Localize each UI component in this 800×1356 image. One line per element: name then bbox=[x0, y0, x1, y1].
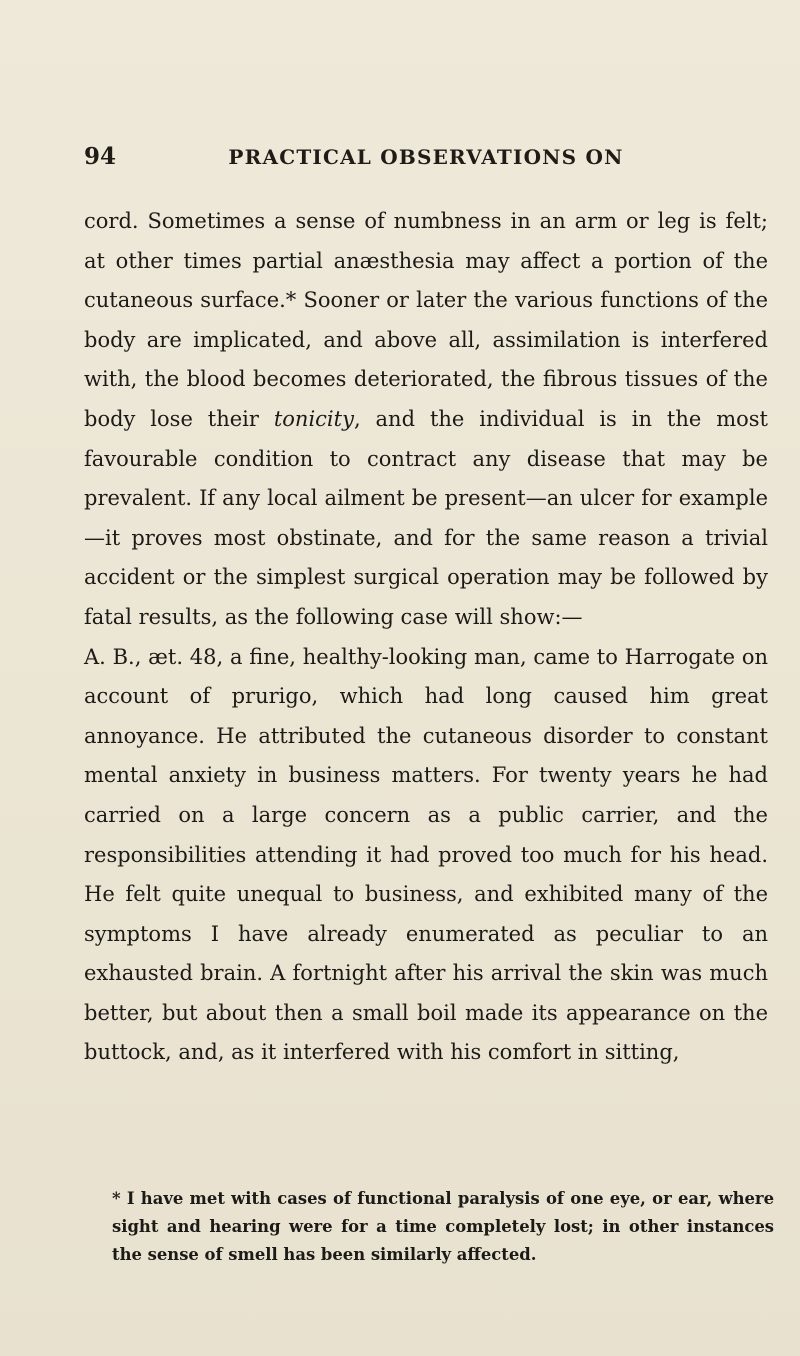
page-header bbox=[84, 143, 768, 175]
footnote-text: * I have met with cases of functional paralysis of one eye, or ear, where sight and hearing were for a time completely lost; in other instances the sense of smell has been similarly affected. bbox=[112, 1189, 774, 1264]
italic-word-tonicity: tonicity bbox=[273, 406, 354, 431]
paragraph-1-text-b: , and the individual is in the most favourable condition to contract any disease that may be prevalent. If any local ailment be present—an ulcer for example—it proves most obstinate, and for the same reason a trivial accident or the simplest surgical operation may be followed by fatal results, as the following case will show:— bbox=[84, 406, 768, 629]
paragraph-2: A. B., æt. 48, a fine, healthy-looking man, came to Harrogate on account of prurigo, which had long caused him great annoyance. He attributed the cutaneous disorder to constant mental anxiety in business matters. For twenty years he had carried on a large concern as a public carrier, and the responsibilities attending it had proved too much for his head. He felt quite unequal to business, and exhibited many of the symptoms I have already enumerated as peculiar to an exhausted brain. A fortnight after his arrival the skin was much better, but about then a small boil made its appearance on the buttock, and, as it interfered with his comfort in sitting, bbox=[84, 644, 768, 1065]
footnote bbox=[84, 1185, 774, 1269]
paragraph-1 bbox=[84, 202, 768, 638]
page-number: 94 bbox=[84, 143, 117, 170]
paragraph-1-text-a: cord. Sometimes a sense of numbness in an arm or leg is felt; at other times partial anæsthesia may affect a portion of the cutaneous surface.* Sooner or later the various functions of the body are implicated, and above all, assimilation is interfered with, the blood becomes deteriorated, the fibrous tissues of the body lose their bbox=[84, 209, 768, 431]
running-head: PRACTICAL OBSERVATIONS ON bbox=[228, 145, 624, 169]
main-text bbox=[84, 202, 768, 1073]
